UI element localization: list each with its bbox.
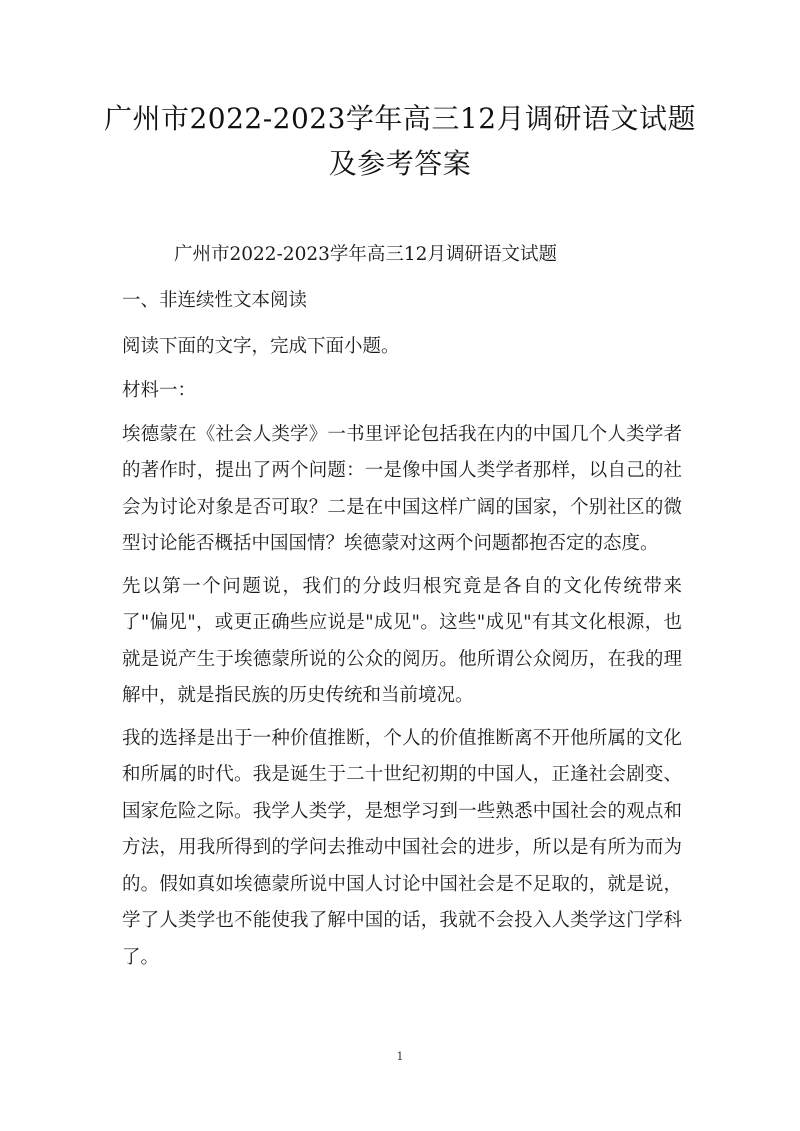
paragraph-1: 埃德蒙在《社会人类学》一书里评论包括我在内的中国几个人类学者的著作时，提出了两个问题：一是像中国人类学者那样，以自己的社会为讨论对象是否可取？二是在中国这样广阔的国家，个别社区的微型讨论能否概括中国国情？埃德蒙对这两个问题都抱否定的态度。	[122, 423, 682, 554]
paragraph-3: 我的选择是出于一种价值推断，个人的价值推断离不开他所属的文化和所属的时代。我是诞生于二十世纪初期的中国人，正逢社会剧变、国家危险之际。我学人类学，是想学习到一些熟悉中国社会的观点和方法，用我所得到的学问去推动中国社会的进步，所以是有所为而为的。假如真如埃德蒙所说中国人讨论中国社会是不足取的，就是说，学了人类学也不能使我了解中国的话，我就不会投入人类学这门学科了。	[122, 727, 682, 968]
document-title-line-2: 及参考答案	[328, 147, 472, 180]
page-number: 1	[396, 1050, 404, 1063]
document-body	[122, 283, 682, 976]
reading-instruction: 阅读下面的文字，完成下面小题。	[122, 335, 400, 357]
document-title-line-1: 广州市2022-2023学年高三12月调研语文试题	[103, 102, 697, 135]
material-label: 材料一：	[122, 380, 197, 401]
section-heading: 一、非连续性文本阅读	[122, 290, 308, 311]
paragraph-2: 先以第一个问题说，我们的分歧归根究竟是各自的文化传统带来了"偏见"，或更正确些应说是"成见"。这些"成见"有其文化根源，也就是说产生于埃德蒙所说的公众的阅历。他所谓公众阅历，在我的理解中，就是指民族的历史传统和当前境况。	[122, 575, 682, 706]
document-subtitle: 广州市2022-2023学年高三12月调研语文试题	[174, 244, 557, 265]
